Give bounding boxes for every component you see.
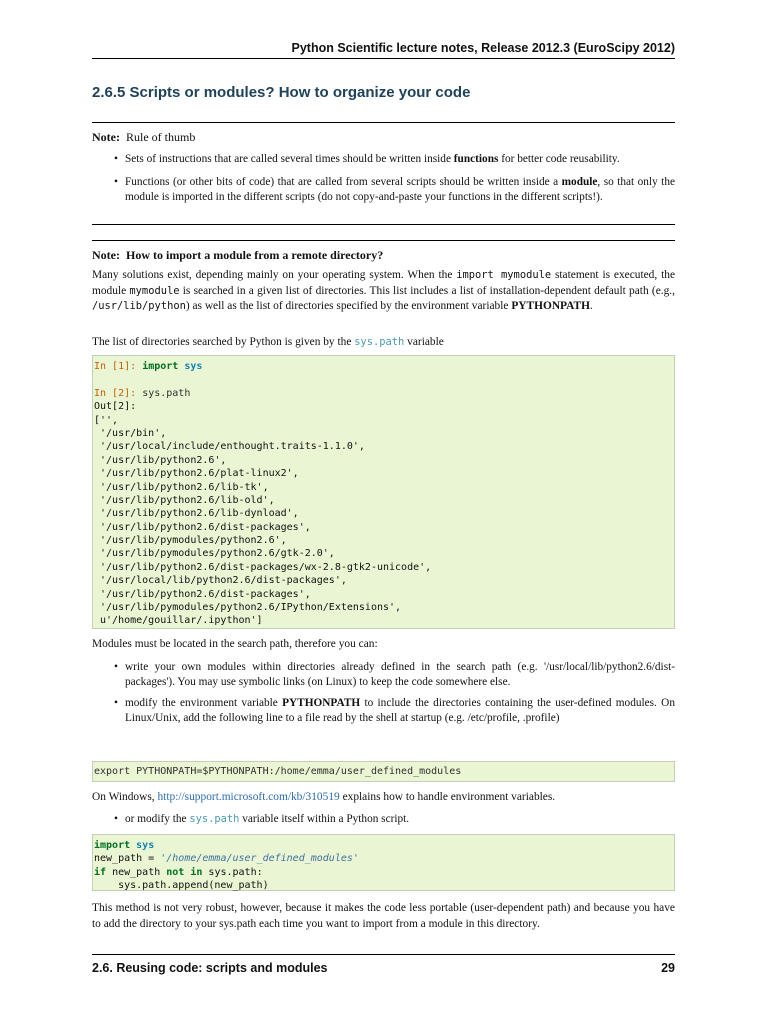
paragraph: On Windows, http://support.microsoft.com/kb/310519 explains how to handle environment variables. — [92, 791, 556, 803]
code-output-line: ['', — [94, 414, 119, 426]
paragraph: The list of directories searched by Python is given by the sys.path variable — [92, 336, 444, 348]
paragraph: Many solutions exist, depending mainly on your operating system. When the import mymodule statement is executed, the module mymodule is searched in a given list of directories. This list includes a list of installation-dependent default path (e.g., /usr/lib/python) as well as the list of directories specified by the environment variable PYTHONPATH. — [92, 269, 675, 313]
code-block-sys-path: In [1]: import sys In [2]: sys.path Out[2]: ['', '/usr/bin', '/usr/local/include/enthought.traits-1.1.0', '/usr/lib/python2.6', '/usr/lib/python2.6/plat-linux2', '/usr/lib/python2.6/lib-tk', '/usr/lib/python2.6/lib-old', '/usr/lib/python2.6/lib-dynload', '/usr/lib/python2.6/dist-packages', '/usr/lib/pymodules/python2.6', '/usr/lib/pymodules/python2.6/gtk-2.0', '/usr/lib/python2.6/dist-packages/wx-2.8-gtk2-unicode', '/usr/local/lib/python2.6/dist-packages', '/usr/lib/python2.6/dist-packages', '/usr/lib/pymodules/python2.6/IPython/Extensions', u'/home/gouillar/.ipython'] — [92, 355, 675, 629]
list-item: • modify the environment variable PYTHONPATH to include the directories containing the user-defined modules. On Linux/Unix, add the following line to a file read by the shell at startup (e.g. /etc/profile, .profile) — [114, 696, 675, 726]
code-output-line: '/usr/lib/python2.6/dist-packages', — [94, 588, 311, 600]
options-list — [114, 660, 675, 726]
note-title: How to import a module from a remote directory? — [125, 248, 384, 262]
options-list — [114, 812, 675, 827]
code-output-line: '/usr/lib/python2.6', — [94, 454, 227, 466]
page-number: 29 — [661, 961, 675, 975]
note-top-rule — [92, 240, 675, 241]
code-output-line: '/usr/local/lib/python2.6/dist-packages', — [94, 575, 347, 587]
inline-code: mymodule — [129, 284, 180, 297]
list-item: • write your own modules within directories already defined in the search path (e.g. '/usr/local/lib/python2.6/dist-packages'). You may use symbolic links (on Linux) to keep the code somewhere else. — [114, 660, 675, 690]
note-heading — [92, 248, 383, 263]
code-output-line: u'/home/gouillar/.ipython'] — [94, 615, 263, 627]
code-output-line: '/usr/lib/python2.6/lib-tk', — [94, 481, 269, 493]
code-output-line: '/usr/lib/python2.6/lib-old', — [94, 494, 275, 506]
section-title: 2.6.5 Scripts or modules? How to organize your code — [92, 84, 471, 101]
note-label: Note: — [92, 130, 120, 144]
paragraph: This method is not very robust, however, because it makes the code less portable (user-dependent path) and because you have to add the directory to your sys.path each time you want to import from a module in this directory. — [92, 902, 675, 930]
list-item: • Functions (or other bits of code) that are called from several scripts should be written inside a module, so that only the module is imported in the different scripts (do not copy-and-paste your functions in the different scripts!). — [114, 175, 675, 205]
inline-code: sys.path — [189, 813, 240, 825]
list-item: • or modify the sys.path variable itself within a Python script. — [114, 812, 675, 827]
inline-code: sys.path — [354, 336, 405, 348]
note-top-rule — [92, 122, 675, 123]
running-header: Python Scientific lecture notes, Release 2012.3 (EuroScipy 2012) — [291, 41, 675, 55]
code-output-line: '/usr/lib/pymodules/python2.6/gtk-2.0', — [94, 548, 335, 560]
note-bottom-rule — [92, 224, 675, 225]
code-output-line: '/usr/lib/python2.6/dist-packages', — [94, 521, 311, 533]
list-item: • Sets of instructions that are called several times should be written inside functions for better code reusability. — [114, 152, 675, 167]
footer-rule — [92, 954, 675, 955]
code-output-line: '/usr/lib/pymodules/python2.6', — [94, 535, 287, 547]
microsoft-kb-link[interactable]: http://support.microsoft.com/kb/310519 — [157, 791, 340, 803]
document-page — [92, 0, 675, 1024]
code-output-line: '/usr/lib/python2.6/lib-dynload', — [94, 508, 299, 520]
code-output-line: '/usr/lib/python2.6/plat-linux2', — [94, 468, 299, 480]
code-output — [94, 414, 674, 628]
note-label: Note: — [92, 248, 120, 262]
header-rule — [92, 58, 675, 59]
rule-of-thumb-list — [114, 152, 675, 205]
paragraph: Modules must be located in the search path, therefore you can: — [92, 638, 378, 650]
code-block-sys-path-append: import sys new_path = '/home/emma/user_defined_modules' if new_path not in sys.path: sys.path.append(new_path) — [92, 834, 675, 891]
inline-code: /usr/lib/python — [92, 300, 186, 313]
note-title: Rule of thumb — [125, 130, 196, 144]
code-block-export: export PYTHONPATH=$PYTHONPATH:/home/emma/user_defined_modules — [92, 761, 675, 782]
footer-section: 2.6. Reusing code: scripts and modules — [92, 961, 328, 975]
code-output-line: '/usr/bin', — [94, 427, 167, 439]
inline-code: import mymodule — [456, 269, 552, 281]
code-output-line: '/usr/lib/python2.6/dist-packages/wx-2.8-gtk2-unicode', — [94, 561, 432, 573]
note-heading — [92, 130, 195, 145]
code-output-line: '/usr/lib/pymodules/python2.6/IPython/Extensions', — [94, 602, 402, 614]
code-output-line: '/usr/local/include/enthought.traits-1.1.0', — [94, 441, 365, 453]
